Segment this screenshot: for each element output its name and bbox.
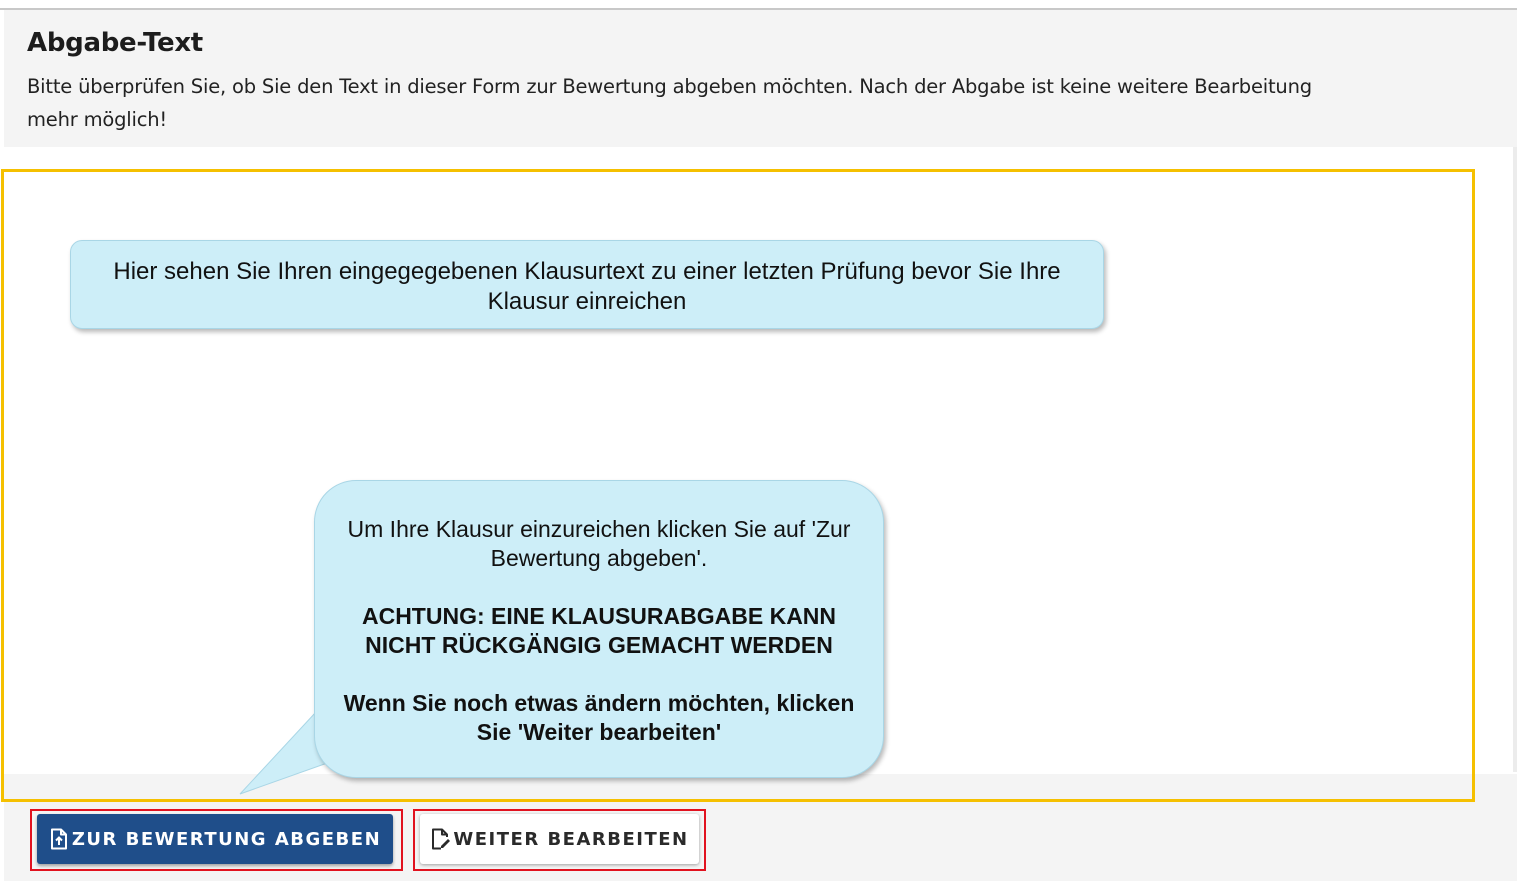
callout-edit-hint: Wenn Sie noch etwas ändern möchten, klicken Sie 'Weiter bearbeiten' xyxy=(343,690,855,745)
page-description: Bitte überprüfen Sie, ob Sie den Text in dieser Form zur Bewertung abgeben möchten. Nach der Abgabe ist keine weitere Bearbeitung mehr möglich! xyxy=(27,75,1312,131)
callout-review-hint xyxy=(70,240,1104,329)
page-title: Abgabe-Text xyxy=(27,28,203,58)
callout-submit-instruction: Um Ihre Klausur einzureichen klicken Sie auf 'Zur Bewertung abgeben'. xyxy=(347,516,851,571)
scrollbar-track xyxy=(1513,147,1517,772)
submit-for-grading-button[interactable] xyxy=(37,814,393,864)
edit-file-icon xyxy=(430,828,450,850)
header-panel xyxy=(4,10,1517,147)
file-upload-icon xyxy=(49,828,69,850)
callout-warning: ACHTUNG: EINE KLAUSURABGABE KANN NICHT RÜCKGÄNGIG GEMACHT WERDEN xyxy=(361,603,837,658)
submit-button-label: ZUR BEWERTUNG ABGEBEN xyxy=(71,828,382,850)
edit-button-label: WEITER BEARBEITEN xyxy=(453,828,689,850)
continue-editing-button[interactable] xyxy=(420,814,699,864)
callout-submit-hint xyxy=(314,480,884,778)
callout-review-text: Hier sehen Sie Ihren eingegegebenen Klausurtext zu einer letzten Prüfung bevor Sie Ihre Klausur einreichen xyxy=(113,258,1061,315)
